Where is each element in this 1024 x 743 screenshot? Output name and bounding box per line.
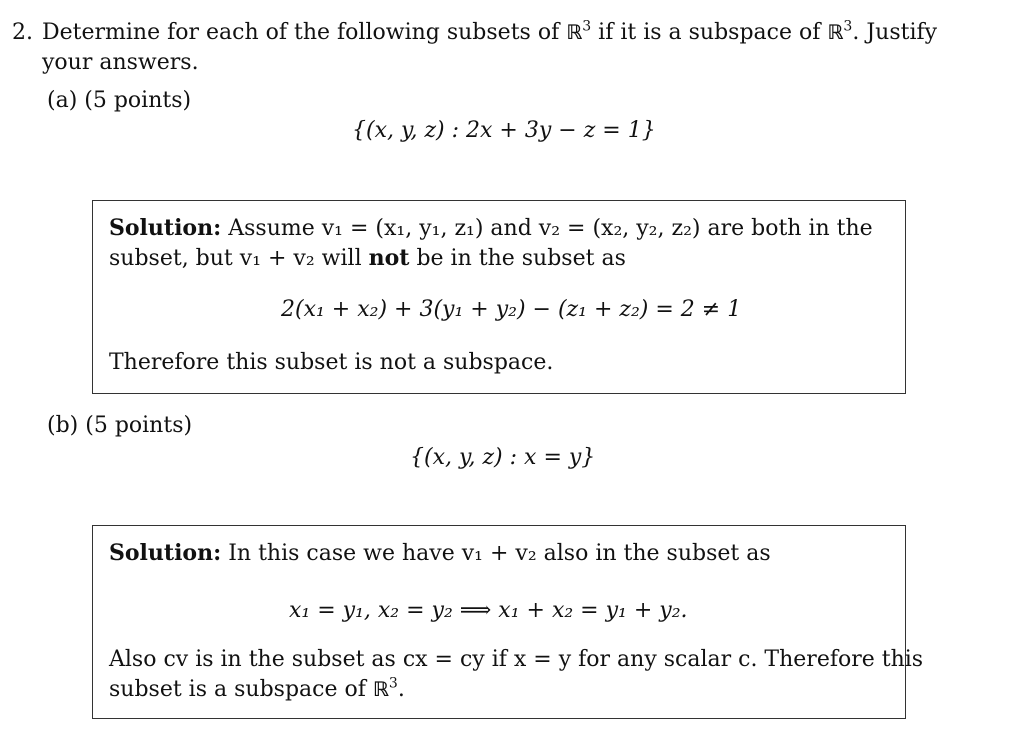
intro-text-b: if it is a subspace of <box>591 20 828 45</box>
exponent: 3 <box>582 18 592 35</box>
exponent: 3 <box>843 18 853 35</box>
part-a-solution-line2 <box>109 245 626 271</box>
solution-text: subset, but v₁ + v₂ will <box>109 246 369 271</box>
solution-label: Solution: <box>109 540 222 566</box>
part-a-conclusion: Therefore this subset is not a subspace. <box>109 350 554 375</box>
part-a-set-expression: {(x, y, z) : 2x + 3y − z = 1} <box>352 118 656 143</box>
reals-symbol: ℝ <box>566 20 583 44</box>
part-a-solution-box <box>92 200 906 394</box>
solution-label: Solution: <box>109 215 222 241</box>
part-b-label: (b) (5 points) <box>47 413 193 438</box>
solution-text: be in the subset as <box>409 246 626 271</box>
intro-text-c: . Justify <box>852 20 938 45</box>
problem-intro-line2: your answers. <box>42 50 199 75</box>
solution-text: subset is a subspace of <box>109 677 373 702</box>
part-a-solution-line1 <box>109 215 873 241</box>
solution-text: . <box>397 677 405 702</box>
reals-symbol: ℝ <box>372 677 389 701</box>
part-b-solution-line3 <box>109 677 405 702</box>
emphasis-not: not <box>368 245 410 271</box>
part-b-solution-line1 <box>109 540 771 566</box>
problem-intro-line1 <box>42 20 937 45</box>
problem-number: 2. <box>12 20 33 45</box>
solution-text: Assume v₁ = (x₁, y₁, z₁) and v₂ = (x₂, y₂, z₂) are both in the <box>228 216 873 241</box>
solution-text: In this case we have v₁ + v₂ also in the subset as <box>228 541 771 566</box>
part-b-solution-box <box>92 525 924 719</box>
part-b-equation: x₁ = y₁, x₂ = y₂ ⟹ x₁ + x₂ = y₁ + y₂. <box>289 598 688 623</box>
reals-symbol: ℝ <box>827 20 844 44</box>
part-b-set-expression: {(x, y, z) : x = y} <box>410 445 596 470</box>
part-a-label: (a) (5 points) <box>47 88 192 113</box>
part-a-equation: 2(x₁ + x₂) + 3(y₁ + y₂) − (z₁ + z₂) = 2 ≠ 1 <box>281 297 742 322</box>
part-b-solution-line2: Also cv is in the subset as cx = cy if x = y for any scalar c. Therefore this <box>109 647 924 672</box>
exponent: 3 <box>388 675 398 692</box>
intro-text-a: Determine for each of the following subsets of <box>42 20 567 45</box>
